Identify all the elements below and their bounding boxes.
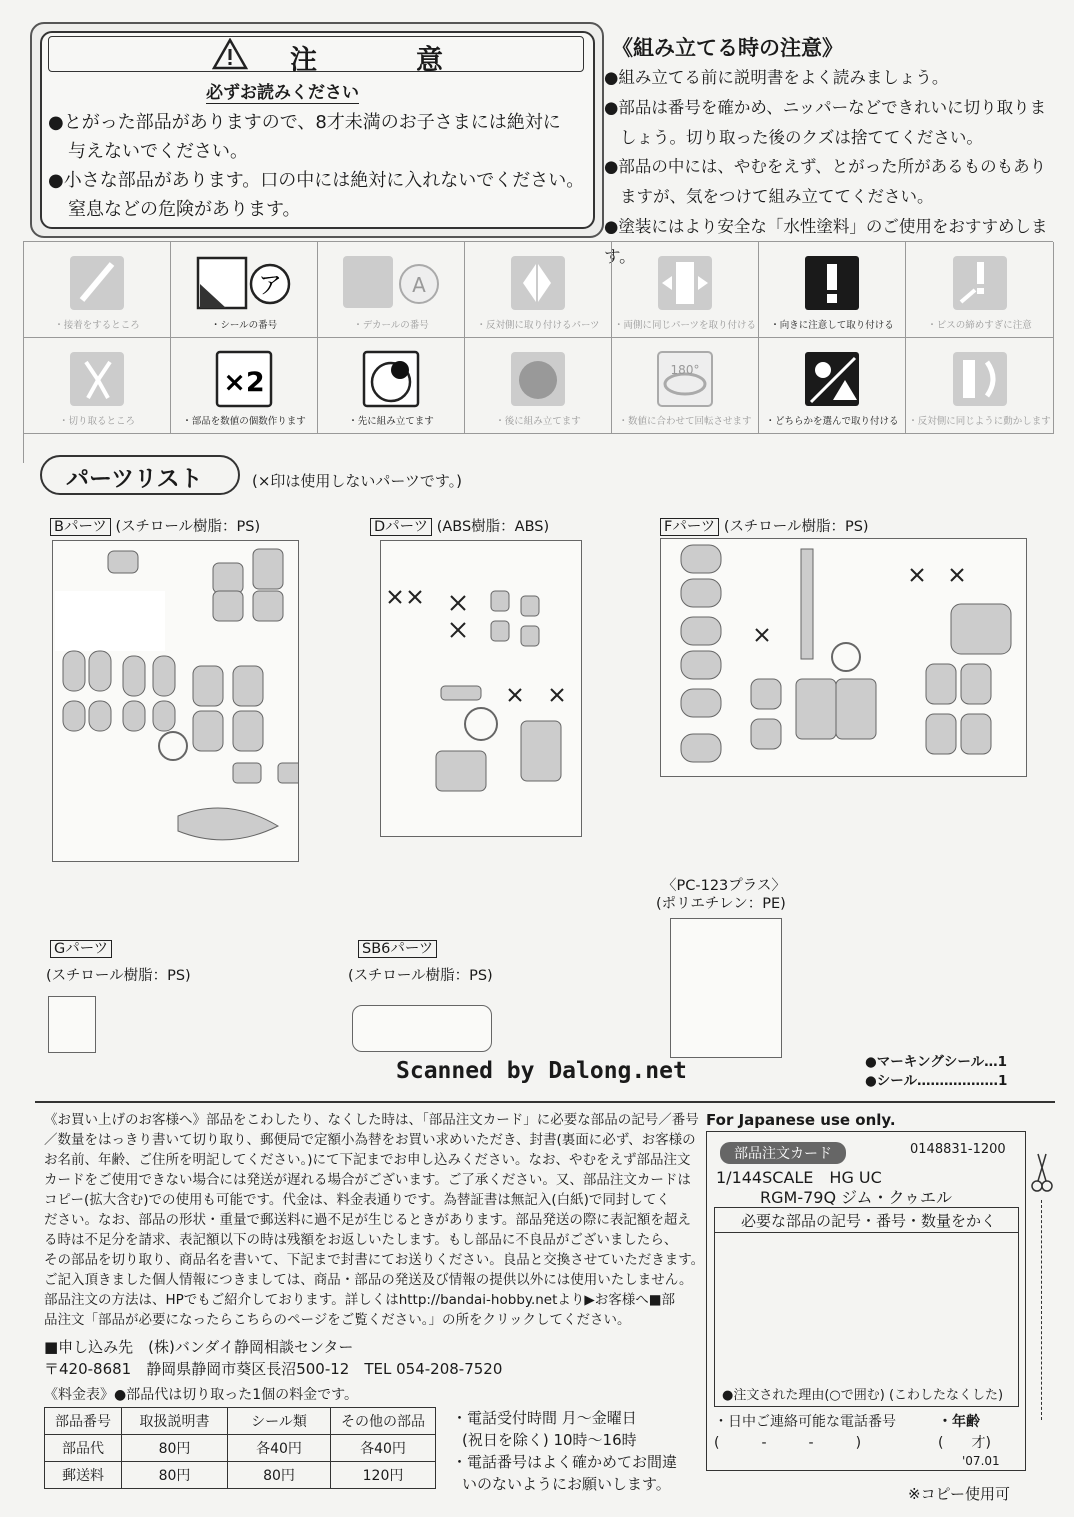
caution-line: ●小さな部品があります。口の中には絶対に入れないでください。 bbox=[48, 170, 585, 191]
icon-cell bbox=[318, 338, 465, 434]
d-parts-material: (ABS樹脂：ABS) bbox=[436, 519, 550, 535]
icon-cell bbox=[906, 338, 1054, 434]
d-parts-label bbox=[370, 515, 549, 536]
fee-table-title: 《料金表》●部品代は切り取った1個の料金です。 bbox=[44, 1387, 359, 1403]
later-assemble-icon bbox=[509, 350, 567, 408]
order-card-title: 部品注文カード bbox=[720, 1142, 846, 1164]
japan-only-label: For Japanese use only. bbox=[706, 1111, 896, 1129]
assembly-note-line: ●組み立てる前に説明書をよく読みましょう。 bbox=[604, 68, 949, 87]
rotate-180-icon bbox=[656, 350, 714, 408]
order-card-reason: ●注文された理由(○で囲む) (こわしたなくした) bbox=[722, 1388, 1004, 1403]
fee-table bbox=[44, 1407, 436, 1489]
f-parts-sprue bbox=[660, 538, 1027, 777]
caution-line: 窒息などの危険があります。 bbox=[68, 199, 301, 220]
icon-legend-grid bbox=[23, 241, 1053, 463]
b-parts-material: (スチロール樹脂：PS) bbox=[115, 519, 261, 535]
icon-caption: ・反対側に同じように動かします bbox=[908, 416, 1051, 427]
d-parts-diagram bbox=[381, 541, 581, 836]
assembly-note-line: ●部品の中には、やむをえず、とがった所があるものもあり bbox=[604, 157, 1047, 176]
section-divider bbox=[35, 1101, 1055, 1103]
pc-parts-material: (ポリエチレン：PE) bbox=[656, 896, 786, 912]
caution-line: 与えないでください。 bbox=[68, 141, 248, 162]
icon-caption: ・先に組み立てます bbox=[348, 416, 434, 427]
phone-hours-line: (祝日を除く) 10時～16時 bbox=[462, 1431, 637, 1449]
f-parts-diagram bbox=[661, 539, 1026, 776]
icon-cell bbox=[318, 242, 465, 338]
order-text: その部品を切り取り、商品名を書いて、下記まで封書にてお送りください。良品と交換させていただきます。 bbox=[44, 1252, 705, 1268]
caution-line: ●とがった部品がありますので、8才未満のお子さまには絶対に bbox=[48, 112, 561, 133]
fee-cell: 120円 bbox=[331, 1462, 436, 1489]
g-parts-name: Gパーツ bbox=[50, 940, 112, 958]
order-text: ご記入頂きました個人情報につきましては、商品・部品の発送及び情報の提供以外には使用いたしません。 bbox=[44, 1272, 693, 1288]
icon-cell bbox=[906, 242, 1054, 338]
order-card-field-box[interactable] bbox=[714, 1207, 1019, 1407]
icon-cell bbox=[465, 338, 612, 434]
b-parts-name: Bパーツ bbox=[50, 518, 111, 536]
parts-list-note: (×印は使用しないパーツです。) bbox=[252, 472, 462, 490]
order-card-phone-input[interactable]: ( - - ) bbox=[714, 1435, 862, 1451]
svg-text:180°: 180° bbox=[670, 363, 700, 377]
fee-header-cell: 取扱説明書 bbox=[122, 1408, 228, 1435]
icon-cell bbox=[759, 338, 906, 434]
assembly-note-line: しょう。切り取った後のクズは捨ててください。 bbox=[620, 128, 983, 147]
fee-table-row bbox=[45, 1435, 436, 1462]
order-card-phone-label: ・日中ご連絡可能な電話番号 bbox=[714, 1414, 896, 1430]
icon-cell bbox=[612, 242, 759, 338]
icon-caption: ・接着をするところ bbox=[54, 320, 140, 331]
order-text: ださい。なお、部品の形状・重量で郵送料に過不足が生じるときがあります。部品発送の際に表記額を超え bbox=[44, 1212, 691, 1228]
order-text: 《お買い上げのお客様へ》部品をこわしたり、なくした時は、「部品注文カード」に必要な部品の記号／番号 bbox=[44, 1112, 699, 1128]
pc-parts-name: 〈PC-123プラス〉 bbox=[662, 878, 786, 894]
b-parts-diagram bbox=[53, 541, 298, 861]
opposite-side-icon bbox=[509, 254, 567, 312]
icon-caption: ・後に組み立てます bbox=[495, 416, 581, 427]
icon-caption: ・向きに注意して取り付ける bbox=[770, 320, 894, 331]
icon-cell bbox=[171, 338, 318, 434]
g-parts-name-wrap bbox=[50, 937, 112, 958]
order-destination: ■申し込み先 (株)バンダイ静岡相談センター bbox=[44, 1338, 354, 1356]
icon-cell bbox=[171, 242, 318, 338]
icon-caption: ・部品を数値の個数作ります bbox=[182, 416, 306, 427]
d-parts-name: Dパーツ bbox=[370, 518, 432, 536]
order-address: 〒420-8681 静岡県静岡市葵区長沼500-12 TEL 054-208-7520 bbox=[44, 1360, 503, 1378]
order-text: 部品注文の方法は、HPでもご紹介しております。詳しくはhttp://bandai-hobby.netより▶お客様へ■部 bbox=[44, 1292, 676, 1308]
fee-cell: 部品代 bbox=[45, 1435, 122, 1462]
exclamation-icon bbox=[803, 254, 861, 312]
icon-cell bbox=[759, 242, 906, 338]
svg-text:ア: ア bbox=[258, 271, 282, 299]
assembly-note-line: ますが、気をつけて組み立ててください。 bbox=[620, 187, 934, 206]
caution-subtitle: 必ずお読みください bbox=[206, 78, 359, 104]
icon-cell bbox=[24, 242, 171, 338]
icon-caption: ・数値に合わせて回転させます bbox=[618, 416, 752, 427]
phone-hours-line: いのないようにお願いします。 bbox=[462, 1475, 671, 1493]
icon-cell bbox=[612, 338, 759, 434]
fee-cell: 各40円 bbox=[331, 1435, 436, 1462]
icon-cell bbox=[24, 338, 171, 434]
pc-parts-sprue bbox=[670, 918, 782, 1058]
assembly-note-line: ●部品は番号を確かめ、ニッパーなどできれいに切り取りま bbox=[604, 98, 1047, 117]
order-text: お名前、年齢、ご住所を明記してください。)にて下記までお申し込みください。なお、やむをえず部品注文 bbox=[44, 1152, 691, 1168]
both-sides-icon bbox=[656, 254, 714, 312]
fee-cell: 80円 bbox=[122, 1462, 228, 1489]
fee-cell: 各40円 bbox=[228, 1435, 331, 1462]
icon-caption: ・デカールの番号 bbox=[353, 320, 429, 331]
nipper-icon bbox=[68, 350, 126, 408]
decal-icon bbox=[341, 254, 441, 312]
phone-hours-line: ・電話番号はよく確かめてお間違 bbox=[452, 1453, 678, 1471]
sticker-icon bbox=[196, 254, 292, 312]
order-card-field-label: 必要な部品の記号・番号・数量をかく bbox=[741, 1212, 997, 1230]
fee-cell: 80円 bbox=[122, 1435, 228, 1462]
f-parts-material: (スチロール樹脂：PS) bbox=[723, 519, 869, 535]
f-parts-label bbox=[660, 515, 869, 536]
choose-one-icon bbox=[803, 350, 861, 408]
svg-text:A: A bbox=[412, 273, 426, 297]
icon-caption: ・どちらかを選んで取り付ける bbox=[765, 416, 899, 427]
order-text: コピー(拡大含む)での使用も可能です。代金は、料金表通りです。為替証書は無記入(白紙)で同封してく bbox=[44, 1192, 670, 1208]
sb6-parts-name-wrap bbox=[358, 937, 437, 958]
assembly-notes-title: 《組み立てる時の注意》 bbox=[612, 36, 843, 60]
icon-caption: ・ビスの締めすぎに注意 bbox=[927, 320, 1032, 331]
scissors-icon bbox=[1030, 1150, 1054, 1194]
fee-cell: 80円 bbox=[228, 1462, 331, 1489]
brush-icon bbox=[68, 254, 126, 312]
sb6-parts-material: (スチロール樹脂：PS) bbox=[348, 968, 493, 984]
multiply-icon bbox=[215, 350, 273, 408]
scan-watermark: Scanned by Dalong.net bbox=[396, 1058, 687, 1084]
warning-triangle-icon bbox=[212, 38, 248, 70]
caution-title: 注 意 bbox=[290, 45, 479, 76]
move-opposite-icon bbox=[951, 350, 1009, 408]
copy-allowed-note: ※コピー使用可 bbox=[908, 1485, 1010, 1503]
sb6-parts-sprue bbox=[352, 1005, 492, 1052]
icon-caption: ・両側に同じパーツを取り付ける bbox=[613, 320, 757, 331]
screw-warning-icon bbox=[951, 254, 1009, 312]
g-parts-material: (スチロール樹脂：PS) bbox=[46, 968, 191, 984]
order-text: る時は不足分を請求、表記額以下の時は残額をお返しいたします。もし部品に不良品がございましたら、 bbox=[44, 1232, 678, 1248]
d-parts-sprue bbox=[380, 540, 582, 837]
f-parts-name: Fパーツ bbox=[660, 518, 719, 536]
fee-header-cell: その他の部品 bbox=[331, 1408, 436, 1435]
order-card-age-input[interactable]: ( 才) bbox=[938, 1435, 991, 1451]
order-card-scale: 1/144SCALE HG UC bbox=[716, 1168, 882, 1187]
fee-header-cell: 部品番号 bbox=[45, 1408, 122, 1435]
seal-count: ●シール………………1 bbox=[865, 1073, 1008, 1089]
order-card-model: RGM-79Q ジム・クゥエル bbox=[760, 1188, 953, 1207]
phone-hours bbox=[452, 1407, 677, 1495]
parts-list-title: パーツリスト bbox=[66, 466, 203, 492]
fee-table-row bbox=[45, 1462, 436, 1489]
b-parts-label bbox=[50, 515, 260, 536]
first-assemble-icon bbox=[362, 350, 420, 408]
svg-text:×2: ×2 bbox=[223, 367, 265, 398]
order-text: ／数量をはっきり書いて切り取り、郵便局で定額小為替をお買い求めいただき、封書(裏面に必ず、お客様の bbox=[44, 1132, 696, 1148]
fee-header-cell: シール類 bbox=[228, 1408, 331, 1435]
cut-line bbox=[1041, 1200, 1042, 1420]
order-card-age-label: ・年齢 bbox=[938, 1414, 980, 1430]
assembly-note-line: ●塗装にはより安全な「水性塗料」のご使用をおすすめします。 bbox=[604, 217, 1048, 266]
phone-hours-line: ・電話受付時間 月～金曜日 bbox=[452, 1409, 637, 1427]
order-text: 品注文「部品が必要になったらこちらのページをご覧ください。」の所をクリックしてください。 bbox=[44, 1312, 631, 1328]
sb6-parts-name: SB6パーツ bbox=[358, 940, 437, 958]
icon-caption: ・シールの番号 bbox=[210, 320, 278, 331]
b-parts-sprue bbox=[52, 540, 299, 862]
order-text: カードをご使用できない場合には発送が遅れる場合がございます。ご了承ください。又、部品注文カードは bbox=[44, 1172, 691, 1188]
icon-caption: ・切り取るところ bbox=[58, 416, 135, 427]
fee-table-header bbox=[45, 1408, 436, 1435]
order-card-date: '07.01 bbox=[962, 1454, 1000, 1468]
marking-seal-count: ●マーキングシール…1 bbox=[865, 1054, 1007, 1070]
g-parts-sprue bbox=[48, 996, 96, 1053]
order-card-code: 0148831-1200 bbox=[910, 1142, 1006, 1157]
icon-cell bbox=[465, 242, 612, 338]
fee-cell: 郵送料 bbox=[45, 1462, 122, 1489]
icon-caption: ・反対側に取り付けるパーツ bbox=[476, 320, 600, 331]
